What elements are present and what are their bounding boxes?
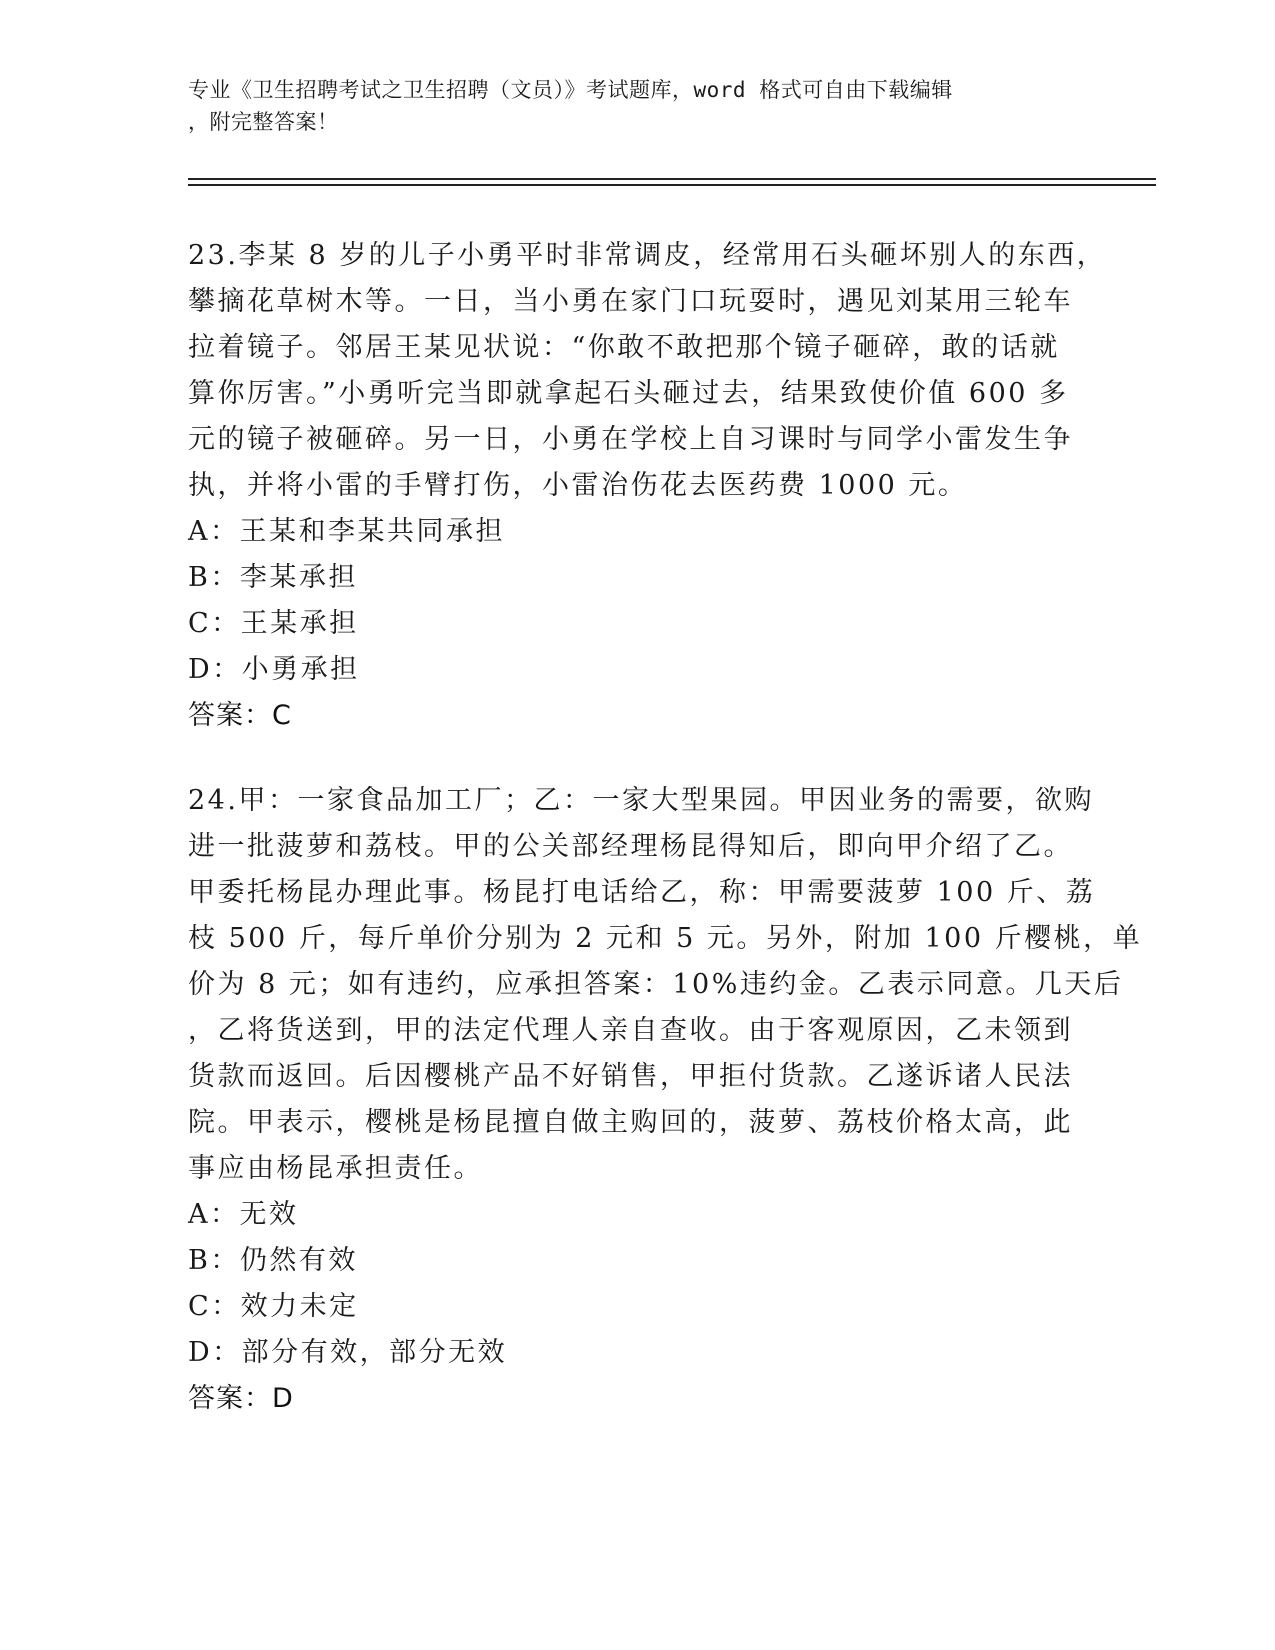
question-text-line: 算你厉害。”小勇听完当即就拿起石头砸过去，结果致使价值 600 多 — [188, 378, 1069, 409]
document-header — [188, 74, 1088, 138]
option-b: B：李某承担 — [188, 562, 358, 593]
header-divider-bottom — [188, 184, 1156, 186]
question-text-line: 24.甲：一家食品加工厂；乙：一家大型果园。甲因业务的需要，欲购 — [188, 785, 1094, 816]
question-text-line: 执，并将小雷的手臂打伤，小雷治伤花去医药费 1000 元。 — [188, 470, 968, 501]
question-text-line: 元的镜子被砸碎。另一日，小勇在学校上自习课时与同学小雷发生争 — [188, 424, 1073, 455]
question-text-line: 枝 500 斤，每斤单价分别为 2 元和 5 元。另外，附加 100 斤樱桃，单 — [188, 923, 1143, 954]
question-text-line: ，乙将货送到，甲的法定代理人亲自查收。由于客观原因，乙未领到 — [188, 1015, 1073, 1046]
question-text-line: 院。甲表示，樱桃是杨昆擅自做主购回的，菠萝、荔枝价格太高，此 — [188, 1107, 1073, 1138]
question-text-line: 23.李某 8 岁的儿子小勇平时非常调皮，经常用石头砸坏别人的东西， — [188, 240, 1107, 271]
option-b: B：仍然有效 — [188, 1245, 358, 1276]
question-23 — [188, 233, 1107, 739]
question-text-line: 拉着镜子。邻居王某见状说：“你敢不敢把那个镜子砸碎，敢的话就 — [188, 332, 1060, 363]
question-text-line: 甲委托杨昆办理此事。杨昆打电话给乙，称：甲需要菠萝 100 斤、荔 — [188, 877, 1096, 908]
answer-label: 答案：D — [188, 1383, 294, 1414]
question-text-line: 进一批菠萝和荔枝。甲的公关部经理杨昆得知后，即向甲介绍了乙。 — [188, 831, 1073, 862]
question-text-line: 攀摘花草树木等。一日，当小勇在家门口玩耍时，遇见刘某用三轮车 — [188, 286, 1073, 317]
option-c: C：王某承担 — [188, 608, 359, 639]
option-a: A：王某和李某共同承担 — [188, 516, 505, 547]
header-line-2: ，附完整答案！ — [188, 110, 339, 134]
question-24 — [188, 778, 1143, 1422]
option-d: D：部分有效，部分无效 — [188, 1337, 508, 1368]
option-a: A：无效 — [188, 1199, 299, 1230]
header-line-1: 专业《卫生招聘考试之卫生招聘（文员）》考试题库，word 格式可自由下载编辑 — [188, 78, 953, 102]
question-text-line: 价为 8 元；如有违约，应承担答案：10%违约金。乙表示同意。几天后 — [188, 969, 1124, 1000]
header-divider-top — [188, 178, 1156, 180]
answer-label: 答案：C — [188, 700, 292, 731]
option-c: C：效力未定 — [188, 1291, 359, 1322]
option-d: D：小勇承担 — [188, 654, 360, 685]
question-text-line: 事应由杨昆承担责任。 — [188, 1153, 483, 1184]
question-text-line: 货款而返回。后因樱桃产品不好销售，甲拒付货款。乙遂诉诸人民法 — [188, 1061, 1073, 1092]
